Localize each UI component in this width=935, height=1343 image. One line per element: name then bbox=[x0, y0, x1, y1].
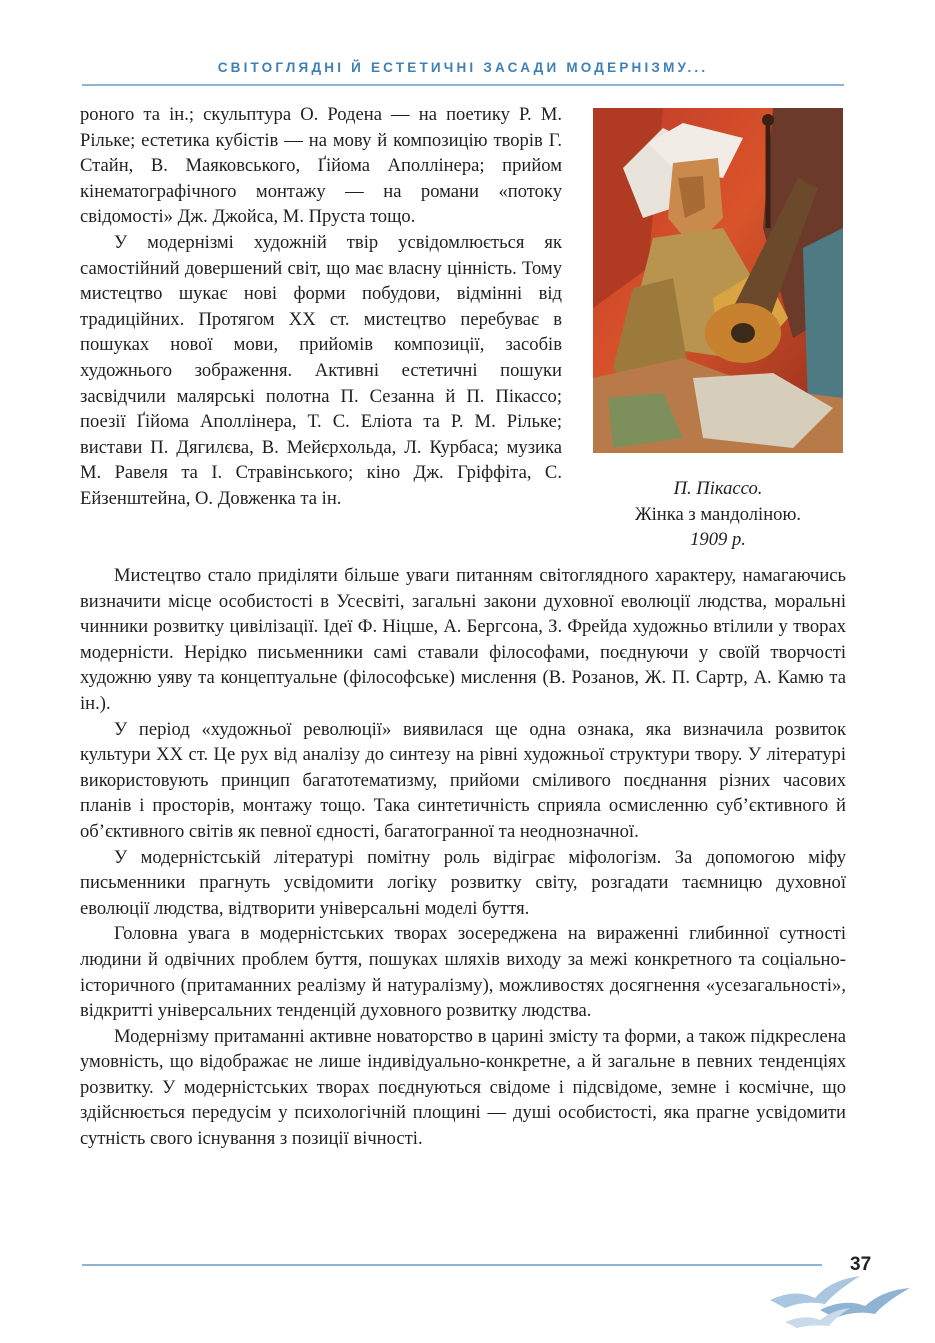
footer-rule bbox=[82, 1264, 822, 1266]
left-column-text bbox=[80, 102, 562, 512]
paragraph: Мистецтво стало приділяти більше уваги питанням світоглядного характеру, намагаючись визначити місце особистості в Усесвіті, загальні закони духовної еволюції людства, моральні чинники розвитку цивілізації. Ідеї Ф. Ніцше, А. Бергсона, З. Фрейда художньо втілили у творах модерністи. Нерідко письменники самі ставали філософами, поєднуючи у своїй творчості художню уяву та концептуальне (філософське) мислення (В. Розанов, Ж. П. Сартр, А. Камю та ін.). bbox=[80, 565, 846, 714]
page-number: 37 bbox=[850, 1254, 872, 1275]
paragraph: У модернізмі художній твір усвідомлюється як самостійний довершений світ, що має власну цінність. Тому мистецтво шукає нові форми побудови, відмінні від традиційних. Протягом XX ст. мистецтво перебуває в пошуках нової мови, прийомів композиції, засобів художнього зображення. Активні естетичні пошуки засвідчили малярські полотна П. Сезанна й П. Пікассо; поезії Ґійома Аполлінера, Т. С. Еліота та Р. М. Рільке; вистави П. Дягилєва, В. Мейєрхольда, Л. Курбаса; музика М. Равеля та І. Стравінського; кіно Дж. Гріффіта, С. Ейзенштейна, О. Довженка та ін. bbox=[80, 231, 562, 509]
figure-caption bbox=[590, 476, 846, 553]
main-text bbox=[80, 563, 846, 1152]
caption-author: П. Пікассо. bbox=[673, 478, 763, 499]
header-rule bbox=[82, 84, 844, 86]
paragraph: Головна увага в модерністських творах зосереджена на вираженні глибинної сутності людини й одвічних проблем буття, пошуках шляхів виходу за межі конкретного та соціально-історичного (притаманних реалізму й натуралізму), можливостях досягнення «усезагальності», відкритті універсальних тенденцій духовного розвитку людства. bbox=[80, 923, 846, 1022]
caption-year: 1909 р. bbox=[690, 529, 746, 551]
painting-woman-with-mandolin bbox=[593, 108, 843, 453]
paragraph: Модернізму притаманні активне новаторство в царині змісту та форми, а також підкреслена умовність, що відображає не лише індивідуально-конкретне, а й загальне в певних тенденціях розвитку. У модерністських творах поєднуються свідоме і підсвідоме, земне і космічне, що здійснюється передусім у психологічній площині — душі особистості, яка прагне усвідомити сутність свого існування з позиції вічності. bbox=[80, 1025, 846, 1150]
caption-title: Жінка з мандоліною. bbox=[634, 503, 801, 525]
paragraph: У період «художньої революції» виявилася ще одна ознака, яка визначила розвиток культури XX ст. Це рух від аналізу до синтезу на рівні художньої структури твору. У літературі використовують принцип багатотематизму, прийоми сміливого поєднання різних часових планів і просторів, монтажу тощо. Така синтетичність сприяла осмисленню суб’єктивного й об’єктивного світів як певної єдності, багатогранної та неоднозначної. bbox=[80, 718, 846, 842]
running-header: СВІТОГЛЯДНІ Й ЕСТЕТИЧНІ ЗАСАДИ МОДЕРНІЗМУ... bbox=[217, 60, 709, 75]
paragraph: роного та ін.; скульптура О. Родена — на поетику Р. М. Рільке; естетика кубістів — на мову й композицію творів Г. Стайн, В. Маяковського, Ґійома Аполлінера; прийом кінематографічного монтажу — на романи «потоку свідомості» Дж. Джойса, М. Пруста тощо. bbox=[80, 104, 562, 228]
paragraph: У модерністській літературі помітну роль відіграє міфологізм. За допомогою міфу письменники прагнуть усвідомити логіку розвитку світу, розгадати таємницю духовної еволюції людства, відтворити універсальні моделі буття. bbox=[80, 846, 846, 919]
flying-birds-icon bbox=[765, 1270, 915, 1330]
